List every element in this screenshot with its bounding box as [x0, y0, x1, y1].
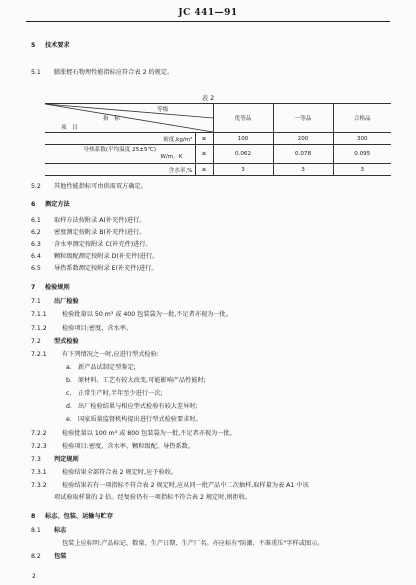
section-7-title: 检验规则 — [45, 284, 70, 291]
list-item-label: b. — [66, 377, 72, 384]
list-item-text: 国家质量监督机构提出进行型式检验要求时。 — [78, 416, 202, 423]
list-item-label: d. — [66, 403, 72, 410]
header-rule — [26, 21, 390, 22]
corner-label-grade: 等级 — [157, 107, 169, 113]
grade-header-first: 一等品 — [273, 104, 333, 133]
clause-number: 7.2.1 — [31, 351, 47, 358]
clause-text: 有下列情况之一时,应进行型式检验: — [62, 351, 159, 358]
list-item-text: 新产品试制定型鉴定; — [78, 364, 136, 371]
table-row — [45, 133, 391, 145]
clause-text: 导热系数测定按附录 E(补充件)进行。 — [54, 265, 158, 272]
row-value: 3 — [213, 164, 273, 176]
clause-number: 8.2 — [31, 553, 41, 560]
clause-text: 项试验取样量的 2 倍。经复验仍有一项指标不符合表 2 规定时,则拒收。 — [54, 494, 252, 501]
clause-text: 包装上应标明:产品标记、数量、生产日期、生产厂名。亦应标有"防潮、不准重压"字样或图示。 — [62, 540, 324, 547]
clause-text: 含水率测定按附录 C(补充件)进行。 — [54, 241, 152, 248]
corner-label-index: 指 标 — [103, 116, 120, 122]
list-item-label: a. — [66, 364, 72, 371]
clause-number: 6.4 — [31, 253, 41, 260]
row-sign: ≤ — [195, 145, 213, 164]
table-header-row — [45, 104, 391, 133]
clause-number: 7.1 — [31, 298, 41, 305]
clause-number: 7.1.1 — [31, 311, 47, 318]
clause-text: 检验结果全部符合表 2 规定时,应予验收。 — [62, 469, 178, 476]
clause-text: 密度测定按附录 B(补充件)进行。 — [54, 229, 146, 236]
clause-text: 检验项目:密度、含水率、颗粒级配、导热系数。 — [62, 443, 195, 450]
section-6-number: 6 — [31, 201, 36, 208]
clause-title: 出厂检验 — [54, 298, 79, 305]
row-value: 0.095 — [333, 145, 391, 164]
clause-number: 7.2.2 — [31, 430, 47, 437]
clause-text: 检验结果若有一项指标不符合表 2 规定时,应从同一批产品中二次抽样,取样量为表 A1 中该 — [62, 482, 309, 489]
section-5-number: 5 — [31, 42, 36, 49]
row-value: 3 — [333, 164, 391, 176]
clause-number: 6.1 — [31, 217, 41, 224]
row-item-conductivity-line2: W/m．K — [160, 154, 183, 160]
row-value: 300 — [333, 133, 391, 145]
list-item-text: 出厂检验结果与相应型式检验有较大差异时; — [78, 403, 198, 410]
section-7-number: 7 — [31, 284, 36, 291]
clause-number: 7.3.1 — [31, 469, 47, 476]
clause-text: 检验批量以 50 m³ 或 400 包装袋为一批,不足者亦视为一批。 — [62, 311, 232, 318]
clause-title: 型式检验 — [54, 338, 79, 345]
row-value: 200 — [273, 133, 333, 145]
clause-5-2-number: 5.2 — [31, 183, 41, 190]
clause-5-1-text: 膨胀蛭石物理性能指标应符合表 2 的规定。 — [54, 69, 174, 76]
row-item-moisture: 含水率,% — [45, 164, 195, 176]
clause-number: 7.2.3 — [31, 443, 47, 450]
clause-number: 7.2 — [31, 338, 41, 345]
grade-header-premium: 优等品 — [213, 104, 273, 133]
clause-number: 8.1 — [31, 527, 41, 534]
clause-text: 颗粒级配测定按附录 D(补充件)进行。 — [54, 253, 159, 260]
row-item-density: 密度,kg/m³ — [45, 133, 195, 145]
clause-5-1-number: 5.1 — [31, 69, 41, 76]
section-8-title: 标志、包装、运输与贮存 — [45, 513, 114, 520]
clause-number: 7.3 — [31, 456, 41, 463]
row-sign: ≤ — [195, 164, 213, 176]
row-value: 100 — [213, 133, 273, 145]
page-header-code: JC 441—91 — [178, 8, 238, 18]
clause-number: 7.1.2 — [31, 325, 47, 332]
clause-text: 检验项目:密度、含水率。 — [62, 325, 133, 332]
row-sign: ≤ — [195, 133, 213, 145]
list-item-text: 原材料、工艺有较大改变,可能影响产品性能时; — [78, 377, 206, 384]
row-value: 0.062 — [213, 145, 273, 164]
page-number: 2 — [32, 573, 36, 580]
grade-header-qualified: 合格品 — [333, 104, 391, 133]
spec-table — [45, 103, 391, 176]
list-item-label: c. — [66, 390, 72, 397]
table-title: 表 2 — [201, 94, 215, 102]
corner-label-item: 项 目 — [61, 125, 78, 131]
table-row — [45, 145, 391, 164]
clause-number: 6.3 — [31, 241, 41, 248]
list-item-label: e. — [66, 416, 72, 423]
section-5-title: 技术要求 — [45, 42, 70, 49]
list-item-text: 正常生产时,半年至少进行一次; — [78, 390, 163, 397]
section-6-title: 测定方法 — [45, 201, 70, 208]
clause-title: 判定规则 — [54, 456, 79, 463]
row-value: 0.078 — [273, 145, 333, 164]
table-corner-cell — [45, 104, 213, 133]
clause-title: 标志 — [54, 527, 67, 534]
clause-number: 6.5 — [31, 265, 41, 272]
row-value: 3 — [273, 164, 333, 176]
clause-5-2-text: 其他性能指标可由供需双方确定。 — [54, 183, 147, 190]
clause-text: 取样方法按附录 A(补充件)进行。 — [54, 217, 146, 224]
clause-text: 检验批量以 100 m³ 或 800 包装袋为一批,不足者亦视为一批。 — [62, 430, 236, 437]
row-item-conductivity — [45, 145, 195, 164]
clause-number: 7.3.2 — [31, 482, 47, 489]
clause-title: 包装 — [54, 553, 67, 560]
table-row — [45, 164, 391, 176]
section-8-number: 8 — [31, 513, 36, 520]
clause-number: 6.2 — [31, 229, 41, 236]
row-item-conductivity-line1: 导热系数(平均温度 25±5℃) — [83, 147, 157, 153]
